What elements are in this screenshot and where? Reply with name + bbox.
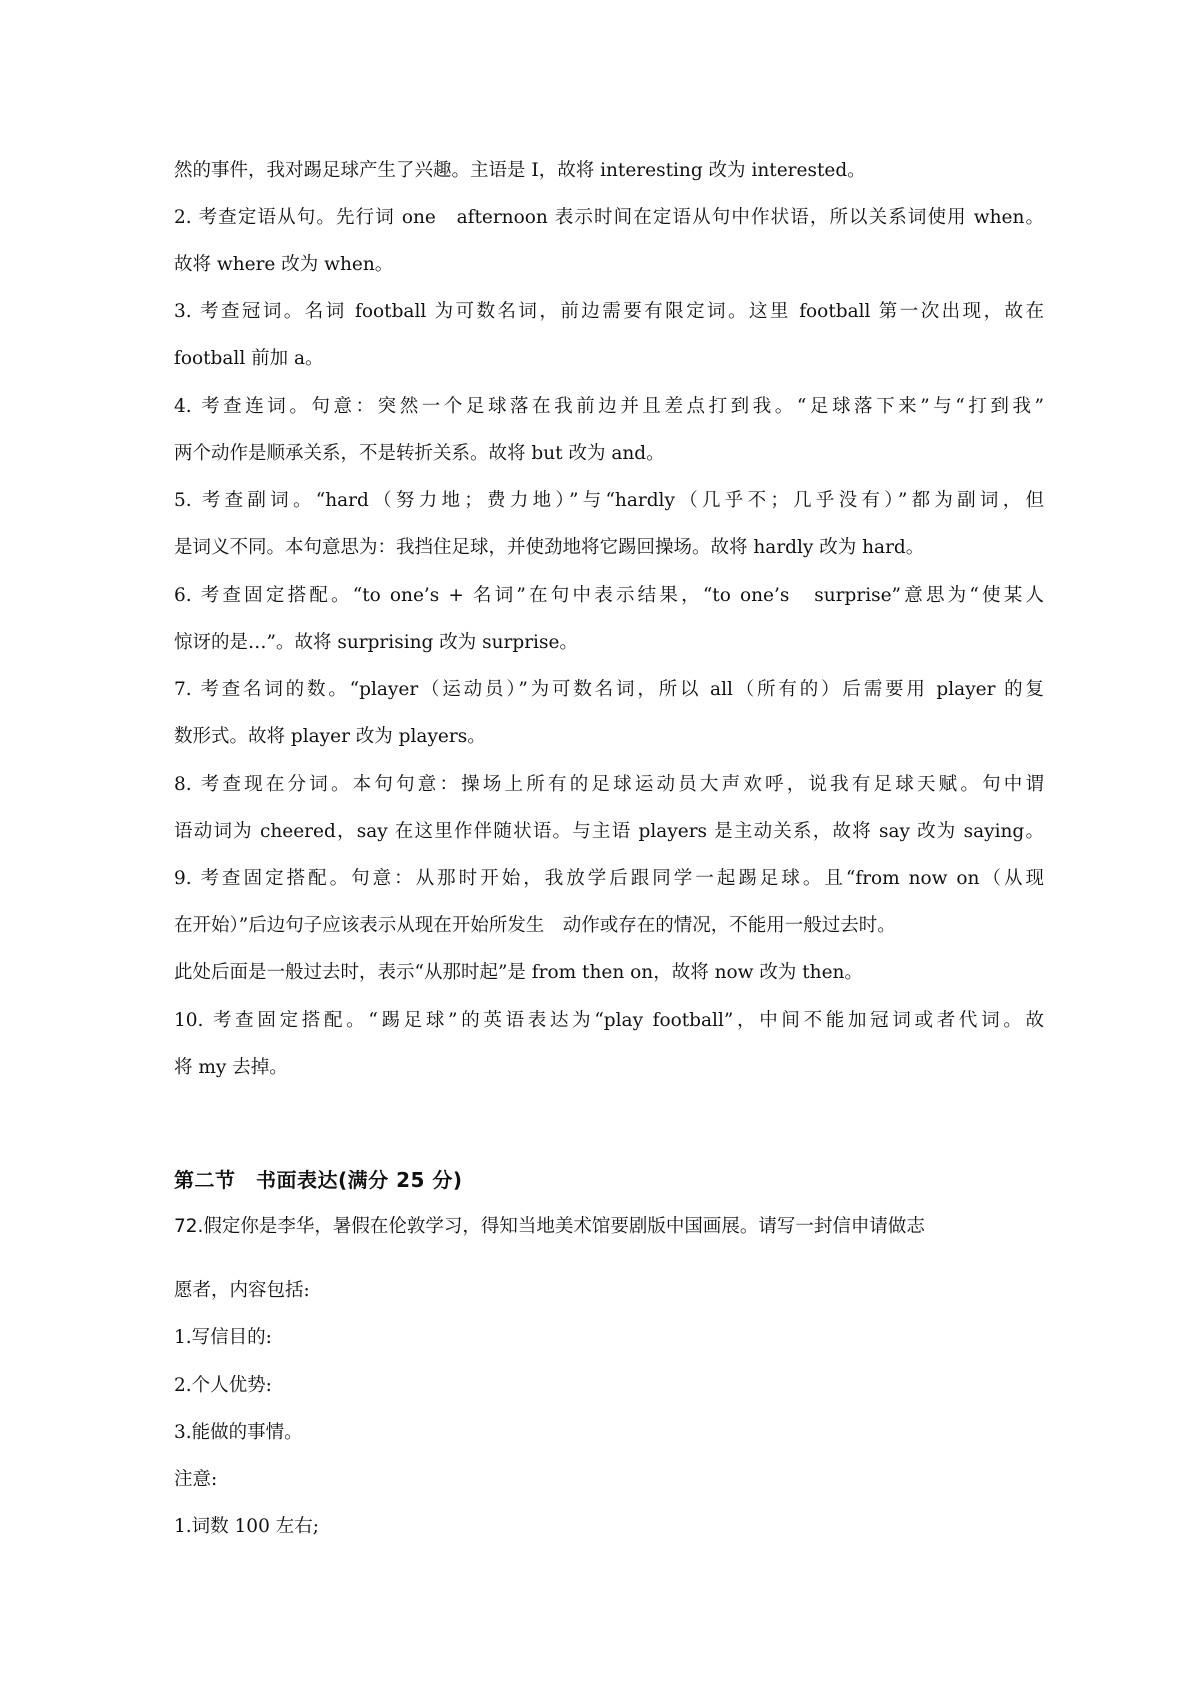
explanation-line: football 前加 a。 (174, 348, 324, 369)
question-number: 72. (174, 1216, 204, 1237)
explanation-line: 10. 考查固定搭配。“踢足球”的英语表达为“play football”，中间不能加冠词或者代词。故 (174, 1010, 1044, 1031)
explanation-line: 9. 考查固定搭配。句意：从那时开始，我放学后跟同学一起踢足球。且“from now on（从现 (174, 868, 1044, 889)
explanation-line: 5. 考查副词。“hard（努力地；费力地）”与“hardly（几乎不；几乎没有）”都为副词，但 (174, 490, 1044, 511)
content-item: 2.个人优势: (174, 1375, 272, 1396)
content-item: 1.写信目的: (174, 1327, 272, 1348)
explanation-line: 是词义不同。本句意思为：我挡住足球，并使劲地将它踢回操场。故将 hardly 改为 hard。 (174, 537, 925, 558)
prompt-text: 假定你是李华，暑假在伦敦学习，得知当地美术馆要剧版中国画展。请写一封信申请做志 (203, 1216, 925, 1237)
question-prompt (174, 1212, 1044, 1242)
explanation-line: 4. 考查连词。句意：突然一个足球落在我前边并且差点打到我。“足球落下来”与“打到我” (174, 396, 1044, 417)
explanation-line: 3. 考查冠词。名词 football 为可数名词，前边需要有限定词。这里 football 第一次出现，故在 (174, 301, 1044, 322)
explanation-line: 语动词为 cheered，say 在这里作伴随状语。与主语 players 是主动关系，故将 say 改为 saying。 (174, 821, 1044, 842)
explanation-line: 两个动作是顺承关系，不是转折关系。故将 but 改为 and。 (174, 443, 665, 464)
note-item: 1.词数 100 左右; (174, 1516, 319, 1537)
explanation-line: 然的事件，我对踢足球产生了兴趣。主语是 I，故将 interesting 改为 interested。 (174, 160, 866, 181)
explanation-line: 数形式。故将 player 改为 players。 (174, 726, 486, 747)
explanation-line: 在开始）”后边句子应该表示从现在开始所发生 动作或存在的情况，不能用一般过去时。 (174, 915, 896, 936)
explanation-line: 2. 考查定语从句。先行词 one afternoon 表示时间在定语从句中作状语，所以关系词使用 when。 (174, 207, 1044, 228)
explanation-line: 惊讶的是…”。故将 surprising 改为 surprise。 (174, 632, 578, 653)
prompt-text: 愿者，内容包括: (174, 1280, 310, 1301)
explanation-line: 7. 考查名词的数。“player（运动员）”为可数名词，所以 all（所有的）后需要用 player 的复 (174, 679, 1044, 700)
notes-label: 注意: (174, 1469, 218, 1490)
content-item: 3.能做的事情。 (174, 1422, 303, 1443)
explanation-line: 8. 考查现在分词。本句句意：操场上所有的足球运动员大声欢呼，说我有足球天赋。句中谓 (174, 774, 1044, 795)
section-heading: 第二节 书面表达(满分 25 分) (174, 1168, 463, 1192)
explanation-line: 将 my 去掉。 (174, 1057, 288, 1078)
explanation-line: 此处后面是一般过去时，表示“从那时起”是 from then on，故将 now 改为 then。 (174, 962, 863, 983)
explanation-line: 故将 where 改为 when。 (174, 254, 394, 275)
explanation-line: 6. 考查固定搭配。“to one’s + 名词”在句中表示结果，“to one’s surprise”意思为“使某人 (174, 585, 1044, 606)
